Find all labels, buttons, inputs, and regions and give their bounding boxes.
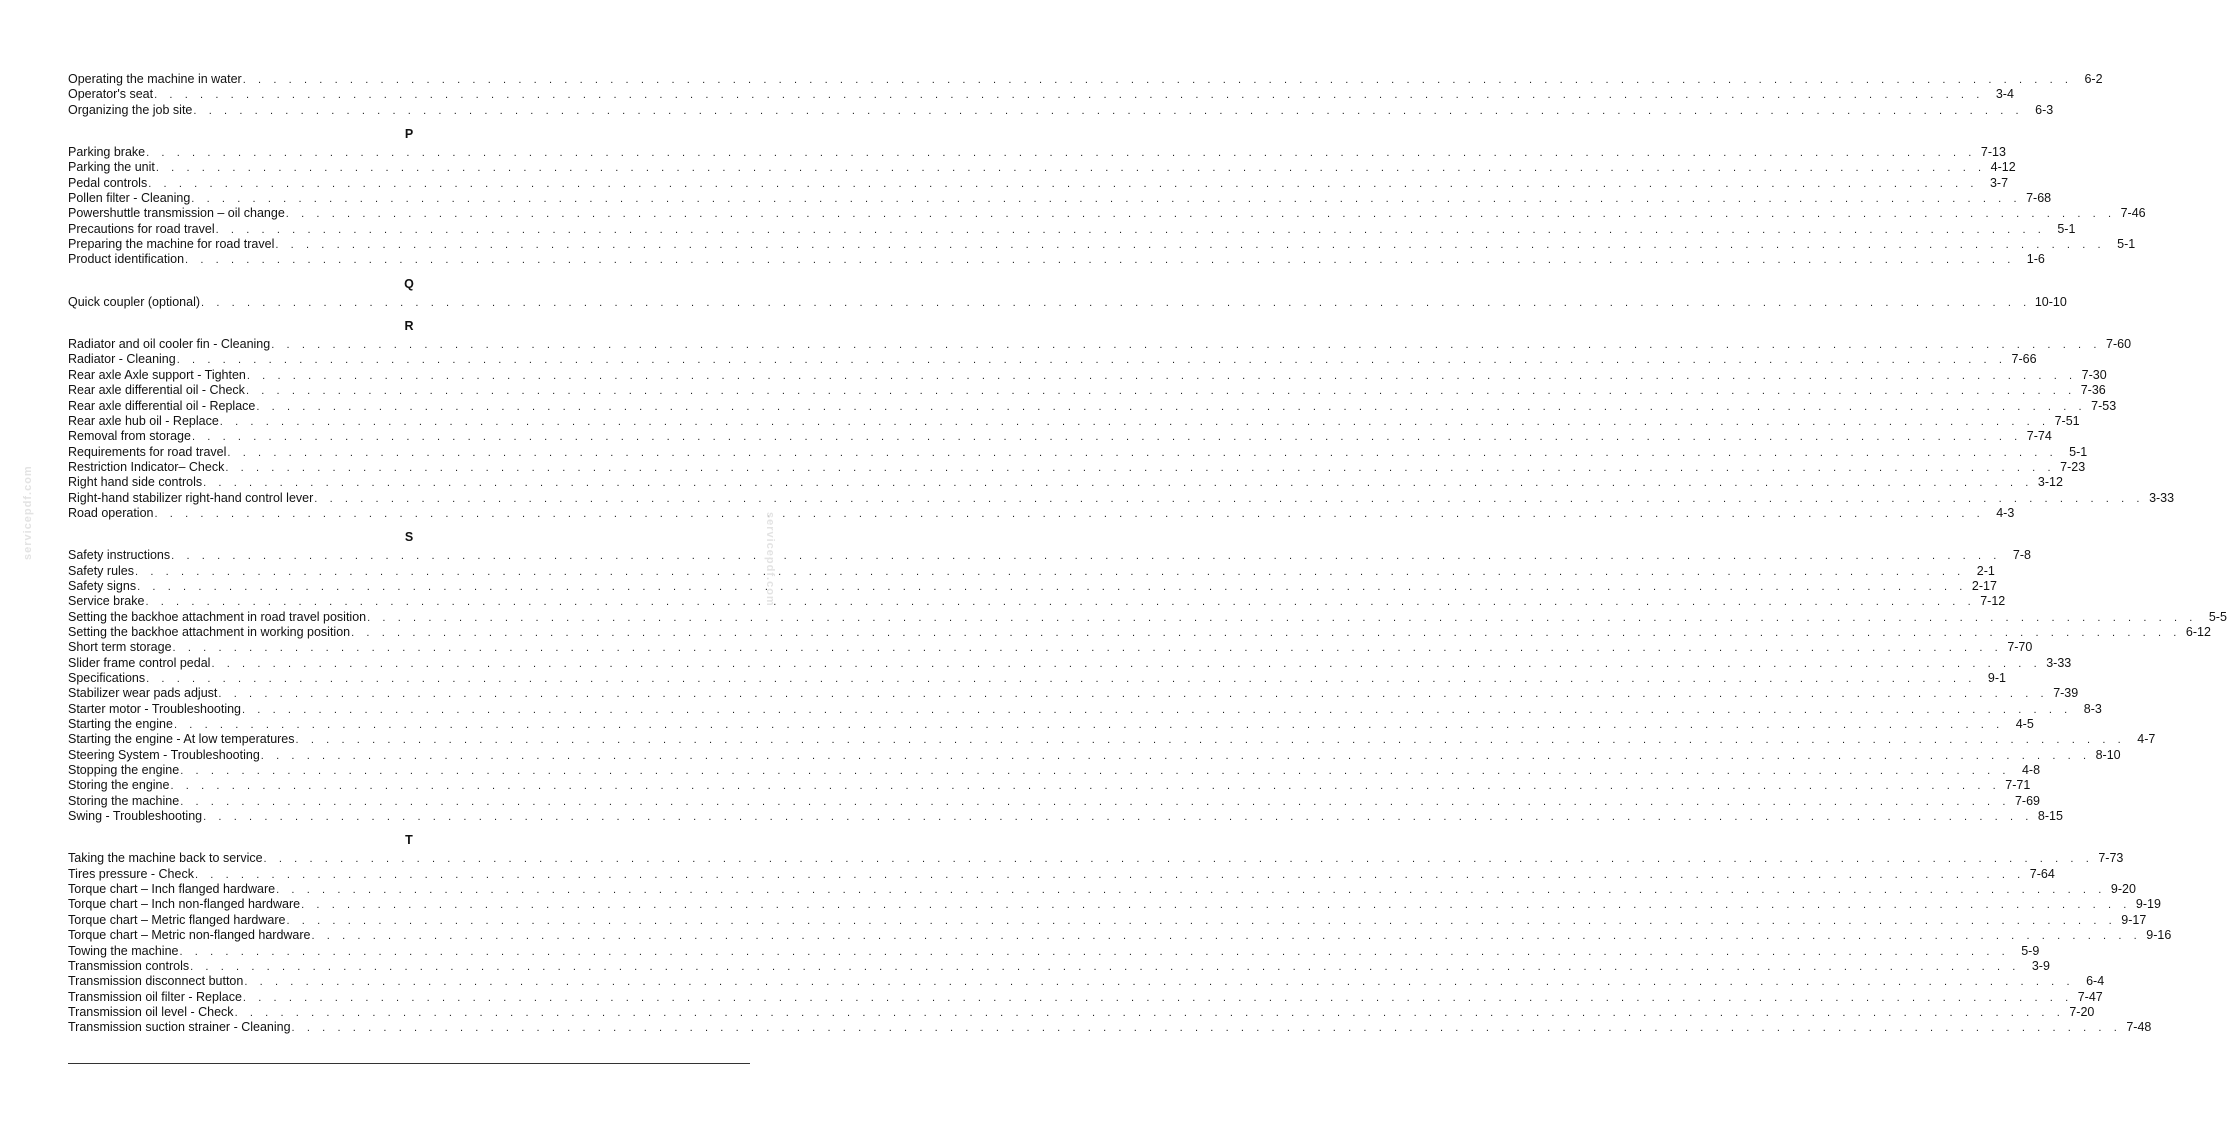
dot-leader: . . . . . . . . . . . . . . . . . . . . . . . . . . . . . . . . . . . . . . . . . . . . . . . . . . . . . . . . . . . . . . . . . . . . . . . . . . . . . . . . . . . . . . . . . . . . . . . . . . . . . . . . . . . . . . . . . . . . . . . .	[311, 930, 2142, 943]
entry-title: Steering System - Troubleshooting	[68, 747, 260, 762]
entry-page-number: 7-73	[2098, 851, 2124, 866]
index-group	[68, 126, 2146, 268]
entry-title: Quick coupler (optional)	[68, 294, 201, 309]
index-group	[68, 318, 2175, 521]
entry-title: Organizing the job site	[68, 102, 193, 117]
index-entry[interactable]	[68, 793, 2041, 809]
entry-title: Radiator and oil cooler fin - Cleaning	[68, 337, 271, 352]
entry-title: Removal from storage	[68, 429, 191, 444]
index-entry[interactable]	[68, 398, 2117, 414]
entry-title: Setting the backhoe attachment in road travel position	[68, 609, 367, 624]
entry-page-number: 9-17	[2121, 912, 2147, 927]
dot-leader: . . . . . . . . . . . . . . . . . . . . . . . . . . . . . . . . . . . . . . . . . . . . . . . . . . . . . . . . . . . . . . . . . . . . . . . . . . . . . . . . . . . . . . . . . . . . . . . . . . . . . . . . . . . . . . . . . . . . . . . .	[180, 765, 2011, 778]
entry-title: Stabilizer wear pads adjust	[68, 686, 218, 701]
entry-title: Storing the machine	[68, 793, 180, 808]
index-entry[interactable]	[68, 686, 2079, 701]
index-entry[interactable]	[68, 594, 2006, 609]
entry-page-number: 4-5	[2015, 717, 2034, 732]
entry-page-number: 6-4	[2086, 974, 2105, 989]
entry-title: Taking the machine back to service	[68, 851, 263, 866]
dot-leader: . . . . . . . . . . . . . . . . . . . . . . . . . . . . . . . . . . . . . . . . . . . . . . . . . . . . . . . . . . . . . . . . . . . . . . . . . . . . . . . . . . . . . . . . . . . . . . . . . . . . . . . . . . . . . . . . . . . . . . . .	[145, 596, 1976, 609]
index-entry[interactable]	[68, 655, 2072, 671]
index-entry[interactable]	[68, 252, 2045, 267]
entry-title: Stopping the engine	[68, 763, 180, 778]
entry-page-number: 4-3	[1996, 505, 2015, 520]
entry-page-number: 7-53	[2091, 398, 2117, 413]
entry-title: Setting the backhoe attachment in working position	[68, 624, 351, 639]
dot-leader: . . . . . . . . . . . . . . . . . . . . . . . . . . . . . . . . . . . . . . . . . . . . . . . . . . . . . . . . . . . . . . . . . . . . . . . . . . . . . . . . . . . . . . . . . . . . . . . . . . . . . . . . . . . . . . . . . . . . . . . .	[291, 1022, 2122, 1035]
entry-page-number: 7-20	[2069, 1004, 2095, 1019]
index-entry[interactable]	[68, 72, 2103, 87]
index-entry[interactable]	[68, 640, 2033, 655]
entry-title: Operating the machine in water	[68, 72, 242, 86]
dot-leader: . . . . . . . . . . . . . . . . . . . . . . . . . . . . . . . . . . . . . . . . . . . . . . . . . . . . . . . . . . . . . . . . . . . . . . . . . . . . . . . . . . . . . . . . . . . . . . . . . . . . . . . . . . . . . . . . . . . . . . . .	[242, 703, 2072, 716]
section-letter: P	[404, 127, 414, 142]
dot-leader: . . . . . . . . . . . . . . . . . . . . . . . . . . . . . . . . . . . . . . . . . . . . . . . . . . . . . . . . . . . . . . . . . . . . . . . . . . . . . . . . . . . . . . . . . . . . . . . . . . . . . . . . . . . . . . . . . . . . . . . .	[137, 580, 1967, 593]
entry-title: Requirements for road travel	[68, 444, 227, 459]
index-entry[interactable]	[68, 609, 2227, 625]
section-letter: R	[404, 319, 414, 334]
index-entry[interactable]	[68, 717, 2034, 732]
index-entry[interactable]	[68, 1020, 2152, 1035]
entry-title: Right-hand stabilizer right-hand control lever	[68, 490, 314, 505]
entry-title: Rear axle differential oil - Check	[68, 383, 245, 398]
dot-leader: . . . . . . . . . . . . . . . . . . . . . . . . . . . . . . . . . . . . . . . . . . . . . . . . . . . . . . . . . . . . . . . . . . . . . . . . . . . . . . . . . . . . . . . . . . . . . . . . . . . . . . . . . . . . . . . . . . . . . . . .	[170, 780, 2001, 793]
entry-title: Preparing the machine for road travel	[68, 237, 275, 252]
entry-title: Restriction Indicator– Check	[68, 459, 225, 474]
index-entry[interactable]	[68, 809, 2063, 824]
dot-leader: . . . . . . . . . . . . . . . . . . . . . . . . . . . . . . . . . . . . . . . . . . . . . . . . . . . . . . . . . . . . . . . . . . . . . . . . . . . . . . . . . . . . . . . . . . . . . . . . . . . . . . . . . . . . . . . . . . . . . . . .	[242, 74, 2073, 86]
dot-leader: . . . . . . . . . . . . . . . . . . . . . . . . . . . . . . . . . . . . . . . . . . . . . . . . . . . . . . . . . . . . . . . . . . . . . . . . . . . . . . . . . . . . . . . . . . . . . . . . . . . . . . . . . . . . . . . . . . . . . . . .	[154, 507, 1985, 520]
dot-leader: . . . . . . . . . . . . . . . . . . . . . . . . . . . . . . . . . . . . . . . . . . . . . . . . . . . . . . . . . . . . . . . . . . . . . . . . . . . . . . . . . . . . . . . . . . . . . . . . . . . . . . . . . . . . . . . . . . . . . . . .	[135, 565, 1965, 578]
dot-leader: . . . . . . . . . . . . . . . . . . . . . . . . . . . . . . . . . . . . . . . . . . . . . . . . . . . . . . . . . . . . . . . . . . . . . . . . . . . . . . . . . . . . . . . . . . . . . . . . . . . . . . . . . . . . . . . . . . . . . . . .	[234, 1006, 2065, 1019]
index-entry[interactable]	[68, 206, 2146, 221]
dot-leader: . . . . . . . . . . . . . . . . . . . . . . . . . . . . . . . . . . . . . . . . . . . . . . . . . . . . . . . . . . . . . . . . . . . . . . . . . . . . . . . . . . . . . . . . . . . . . . . . . . . . . . . . . . . . . . . . . . . . . . . .	[219, 415, 2050, 428]
index-entry[interactable]	[68, 383, 2106, 398]
entry-page-number: 7-51	[2054, 413, 2080, 428]
index-entry[interactable]	[68, 352, 2037, 367]
dot-leader: . . . . . . . . . . . . . . . . . . . . . . . . . . . . . . . . . . . . . . . . . . . . . . . . . . . . . . . . . . . . . . . . . . . . . . . . . . . . . . . . . . . . . . . . . . . . . . . . . . . . . . . . . . . . . . . . . . . . . . . .	[154, 89, 1984, 102]
dot-leader: . . . . . . . . . . . . . . . . . . . . . . . . . . . . . . . . . . . . . . . . . . . . . . . . . . . . . . . . . . . . . . . . . . . . . . . . . . . . . . . . . . . . . . . . . . . . . . . . . . . . . . . . . . . . . . . . . . . . . . . .	[191, 193, 2022, 206]
index-entry[interactable]	[68, 505, 2015, 521]
dot-leader: . . . . . . . . . . . . . . . . . . . . . . . . . . . . . . . . . . . . . . . . . . . . . . . . . . . . . . . . . . . . . . . . . . . . . . . . . . . . . . . . . . . . . . . . . . . . . . . . . . . . . . . . . . . . . . . . . . . . . . . .	[172, 642, 2003, 655]
entry-page-number: 7-66	[2011, 352, 2037, 367]
dot-leader: . . . . . . . . . . . . . . . . . . . . . . . . . . . . . . . . . . . . . . . . . . . . . . . . . . . . . . . . . . . . . . . . . . . . . . . . . . . . . . . . . . . . . . . . . . . . . . . . . . . . . . . . . . . . . . . . . . . . . . . .	[351, 626, 2181, 639]
index-group	[68, 72, 2103, 118]
entry-title: Radiator - Cleaning	[68, 352, 176, 367]
entry-page-number: 5-1	[2117, 237, 2136, 252]
entry-page-number: 5-1	[2057, 221, 2076, 236]
entry-title: Torque chart – Metric non-flanged hardware	[68, 928, 311, 943]
entry-page-number: 6-12	[2185, 624, 2211, 639]
dot-leader: . . . . . . . . . . . . . . . . . . . . . . . . . . . . . . . . . . . . . . . . . . . . . . . . . . . . . . . . . . . . . . . . . . . . . . . . . . . . . . . . . . . . . . . . . . . . . . . . . . . . . . . . . . . . . . . . . . . . . . . .	[271, 339, 2102, 352]
entry-page-number: 10-10	[2034, 294, 2067, 309]
section-letter: S	[404, 530, 414, 545]
entry-page-number: 4-7	[2137, 732, 2156, 747]
entry-page-number: 7-71	[2005, 778, 2031, 793]
entry-title: Torque chart – Inch flanged hardware	[68, 882, 276, 897]
entry-title: Safety instructions	[68, 548, 171, 563]
dot-leader: . . . . . . . . . . . . . . . . . . . . . . . . . . . . . . . . . . . . . . . . . . . . . . . . . . . . . . . . . . . . . . . . . . . . . . . . . . . . . . . . . . . . . . . . . . . . . . . . . . . . . . . . . . . . . . . . . . . . . . . .	[256, 400, 2087, 413]
index-entry[interactable]	[68, 475, 2063, 490]
entry-page-number: 9-1	[1987, 671, 2006, 685]
entry-page-number: 7-70	[2007, 640, 2033, 655]
entry-title: Specifications	[68, 671, 146, 685]
index-entry[interactable]	[68, 974, 2105, 989]
entry-title: Operator's seat	[68, 87, 154, 102]
entry-page-number: 2-1	[1976, 563, 1995, 578]
entry-page-number: 7-69	[2014, 793, 2041, 808]
entry-title: Rear axle Axle support - Tighten	[68, 367, 246, 382]
index-entry[interactable]	[68, 367, 2107, 383]
dot-leader: . . . . . . . . . . . . . . . . . . . . . . . . . . . . . . . . . . . . . . . . . . . . . . . . . . . . . . . . . . . . . . . . . . . . . . . . . . . . . . . . . . . . . . . . . . . . . . . . . . . . . . . . . . . . . . . . . . . . . . . .	[146, 673, 1976, 685]
index-entry[interactable]	[68, 882, 2136, 897]
section-letter: Q	[404, 276, 414, 291]
entry-page-number: 7-74	[2026, 429, 2052, 444]
dot-leader: . . . . . . . . . . . . . . . . . . . . . . . . . . . . . . . . . . . . . . . . . . . . . . . . . . . . . . . . . . . . . . . . . . . . . . . . . . . . . . . . . . . . . . . . . . . . . . . . . . . . . . . . . . . . . . . . . . . . . . . .	[203, 477, 2033, 490]
index-entry[interactable]	[68, 191, 2052, 206]
footer-rule	[68, 1063, 750, 1064]
entry-page-number: 6-3	[2035, 102, 2054, 117]
entry-title: Rear axle differential oil - Replace	[68, 398, 256, 413]
entry-title: Service brake	[68, 594, 145, 609]
entry-title: Starting the engine - At low temperatures	[68, 732, 295, 747]
index-group	[68, 832, 2172, 1035]
index-entry[interactable]	[68, 221, 2076, 237]
entry-title: Short term storage	[68, 640, 172, 655]
entry-page-number: 7-39	[2053, 686, 2079, 701]
index-entry[interactable]	[68, 578, 1997, 594]
index-entry[interactable]	[68, 928, 2172, 943]
entry-page-number: 3-4	[1995, 87, 2014, 102]
index-entry[interactable]	[68, 747, 2121, 763]
entry-page-number: 7-46	[2120, 206, 2146, 221]
entry-title: Starting the engine	[68, 717, 173, 732]
dot-leader: . . . . . . . . . . . . . . . . . . . . . . . . . . . . . . . . . . . . . . . . . . . . . . . . . . . . . . . . . . . . . . . . . . . . . . . . . . . . . . . . . . . . . . . . . . . . . . . . . . . . . . . . . . . . . . . . . . . . . . . .	[203, 811, 2033, 824]
dot-leader: . . . . . . . . . . . . . . . . . . . . . . . . . . . . . . . . . . . . . . . . . . . . . . . . . . . . . . . . . . . . . . . . . . . . . . . . . . . . . . . . . . . . . . . . . . . . . . . . . . . . . . . . . . . . . . . . . . . . . . . .	[225, 461, 2056, 474]
entry-title: Torque chart – Metric flanged hardware	[68, 912, 286, 927]
dot-leader: . . . . . . . . . . . . . . . . . . . . . . . . . . . . . . . . . . . . . . . . . . . . . . . . . . . . . . . . . . . . . . . . . . . . . . . . . . . . . . . . . . . . . . . . . . . . . . . . . . . . . . . . . . . . . . . . . . . . . . . .	[242, 991, 2073, 1004]
index-entry[interactable]	[68, 429, 2052, 444]
dot-leader: . . . . . . . . . . . . . . . . . . . . . . . . . . . . . . . . . . . . . . . . . . . . . . . . . . . . . . . . . . . . . . . . . . . . . . . . . . . . . . . . . . . . . . . . . . . . . . . . . . . . . . . . . . . . . . . . . . . . . . . .	[185, 254, 2015, 267]
entry-title: Starter motor - Troubleshooting	[68, 701, 241, 716]
entry-title: Transmission disconnect button	[68, 974, 244, 989]
entry-title: Transmission oil level - Check	[68, 1004, 234, 1019]
index-entry[interactable]	[68, 87, 2014, 102]
entry-page-number: 4-8	[2021, 763, 2041, 778]
index-entry[interactable]	[68, 337, 2132, 352]
index-group	[68, 276, 2067, 310]
entry-title: Transmission controls	[68, 958, 190, 973]
dot-leader: . . . . . . . . . . . . . . . . . . . . . . . . . . . . . . . . . . . . . . . . . . . . . . . . . . . . . . . . . . . . . . . . . . . . . . . . . . . . . . . . . . . . . . . . . . . . . . . . . . . . . . . . . . . . . . . . . . . . . . . .	[171, 550, 2001, 563]
entry-title: Safety signs	[68, 578, 137, 593]
entry-page-number: 8-3	[2083, 701, 2102, 716]
dot-leader: . . . . . . . . . . . . . . . . . . . . . . . . . . . . . . . . . . . . . . . . . . . . . . . . . . . . . . . . . . . . . . . . . . . . . . . . . . . . . . . . . . . . . . . . . . . . . . . . . . . . . . . . . . . . . . . . . . . . . . . .	[246, 369, 2077, 382]
index-entry[interactable]	[68, 294, 2067, 310]
dot-leader: . . . . . . . . . . . . . . . . . . . . . . . . . . . . . . . . . . . . . . . . . . . . . . . . . . . . . . . . . . . . . . . . . . . . . . . . . . . . . . . . . . . . . . . . . . . . . . . . . . . . . . . . . . . . . . . . . . . . . . . .	[227, 446, 2058, 459]
entry-page-number: 3-7	[1989, 175, 2009, 190]
entry-title: Torque chart – Inch non-flanged hardware	[68, 897, 301, 912]
entry-title: Rear axle hub oil - Replace	[68, 413, 219, 428]
entry-title: Parking brake	[68, 145, 146, 160]
dot-leader: . . . . . . . . . . . . . . . . . . . . . . . . . . . . . . . . . . . . . . . . . . . . . . . . . . . . . . . . . . . . . . . . . . . . . . . . . . . . . . . . . . . . . . . . . . . . . . . . . . . . . . . . . . . . . . . . . . . . . . . .	[155, 162, 1986, 175]
entry-title: Transmission suction strainer - Cleaning	[68, 1020, 291, 1035]
index-entry[interactable]	[68, 671, 2006, 686]
watermark-left: servicepdf.com	[22, 465, 34, 560]
entry-title: Road operation	[68, 505, 154, 520]
dot-leader: . . . . . . . . . . . . . . . . . . . . . . . . . . . . . . . . . . . . . . . . . . . . . . . . . . . . . . . . . . . . . . . . . . . . . . . . . . . . . . . . . . . . . . . . . . . . . . . . . . . . . . . . . . . . . . . . . . . . . . . .	[245, 385, 2076, 398]
index-entry[interactable]	[68, 175, 2009, 191]
entry-page-number: 7-36	[2080, 383, 2106, 398]
index-entry[interactable]	[68, 912, 2147, 928]
dot-leader: . . . . . . . . . . . . . . . . . . . . . . . . . . . . . . . . . . . . . . . . . . . . . . . . . . . . . . . . . . . . . . . . . . . . . . . . . . . . . . . . . . . . . . . . . . . . . . . . . . . . . . . . . . . . . . . . . . . . . . . .	[285, 208, 2116, 221]
index-entry[interactable]	[68, 145, 2006, 160]
entry-title: Transmission oil filter - Replace	[68, 989, 242, 1004]
dot-leader: . . . . . . . . . . . . . . . . . . . . . . . . . . . . . . . . . . . . . . . . . . . . . . . . . . . . . . . . . . . . . . . . . . . . . . . . . . . . . . . . . . . . . . . . . . . . . . . . . . . . . . . . . . . . . . . . . . . . . . . .	[263, 853, 2094, 866]
dot-leader: . . . . . . . . . . . . . . . . . . . . . . . . . . . . . . . . . . . . . . . . . . . . . . . . . . . . . . . . . . . . . . . . . . . . . . . . . . . . . . . . . . . . . . . . . . . . . . . . . . . . . . . . . . . . . . . . . . . . . . . .	[193, 104, 2024, 117]
dot-leader: . . . . . . . . . . . . . . . . . . . . . . . . . . . . . . . . . . . . . . . . . . . . . . . . . . . . . . . . . . . . . . . . . . . . . . . . . . . . . . . . . . . . . . . . . . . . . . . . . . . . . . . . . . . . . . . . . . . . . . . .	[176, 354, 2007, 367]
entry-page-number: 7-68	[2026, 191, 2052, 206]
section-letter: T	[405, 833, 413, 848]
dot-leader: . . . . . . . . . . . . . . . . . . . . . . . . . . . . . . . . . . . . . . . . . . . . . . . . . . . . . . . . . . . . . . . . . . . . . . . . . . . . . . . . . . . . . . . . . . . . . . . . . . . . . . . . . . . . . . . . . . . . . . . .	[146, 147, 1976, 160]
entry-title: Towing the machine	[68, 943, 179, 958]
dot-leader: . . . . . . . . . . . . . . . . . . . . . . . . . . . . . . . . . . . . . . . . . . . . . . . . . . . . . . . . . . . . . . . . . . . . . . . . . . . . . . . . . . . . . . . . . . . . . . . . . . . . . . . . . . . . . . . . . . . . . . . .	[179, 945, 2010, 958]
entry-page-number: 7-23	[2060, 459, 2086, 474]
index-entry[interactable]	[68, 490, 2175, 506]
entry-page-number: 9-19	[2135, 897, 2161, 912]
entry-page-number: 7-47	[2077, 989, 2103, 1004]
index-entry[interactable]	[68, 624, 2211, 640]
index-entry[interactable]	[68, 563, 1995, 579]
entry-title: Powershuttle transmission – oil change	[68, 206, 285, 221]
dot-leader: . . . . . . . . . . . . . . . . . . . . . . . . . . . . . . . . . . . . . . . . . . . . . . . . . . . . . . . . . . . . . . . . . . . . . . . . . . . . . . . . . . . . . . . . . . . . . . . . . . . . . . . . . . . . . . . . . . . . . . . .	[275, 239, 2106, 252]
entry-page-number: 1-6	[2026, 252, 2045, 267]
index-entry[interactable]	[68, 851, 2124, 866]
entry-page-number: 7-60	[2106, 337, 2132, 352]
dot-leader: . . . . . . . . . . . . . . . . . . . . . . . . . . . . . . . . . . . . . . . . . . . . . . . . . . . . . . . . . . . . . . . . . . . . . . . . . . . . . . . . . . . . . . . . . . . . . . . . . . . . . . . . . . . . . . . . . . . . . . . .	[215, 223, 2046, 236]
dot-leader: . . . . . . . . . . . . . . . . . . . . . . . . . . . . . . . . . . . . . . . . . . . . . . . . . . . . . . . . . . . . . . . . . . . . . . . . . . . . . . . . . . . . . . . . . . . . . . . . . . . . . . . . . . . . . . . . . . . . . . . .	[190, 960, 2020, 973]
entry-title: Tires pressure - Check	[68, 866, 194, 881]
dot-leader: . . . . . . . . . . . . . . . . . . . . . . . . . . . . . . . . . . . . . . . . . . . . . . . . . . . . . . . . . . . . . . . . . . . . . . . . . . . . . . . . . . . . . . . . . . . . . . . . . . . . . . . . . . . . . . . . . . . . . . . .	[194, 868, 2025, 881]
entry-title: Safety rules	[68, 563, 135, 578]
index-entry[interactable]	[68, 763, 2041, 778]
index-entry[interactable]	[68, 237, 2136, 252]
dot-leader: . . . . . . . . . . . . . . . . . . . . . . . . . . . . . . . . . . . . . . . . . . . . . . . . . . . . . . . . . . . . . . . . . . . . . . . . . . . . . . . . . . . . . . . . . . . . . . . . . . . . . . . . . . . . . . . . . . . . . . . .	[367, 611, 2197, 624]
entry-page-number: 7-30	[2081, 367, 2107, 382]
entry-page-number: 8-10	[2095, 747, 2121, 762]
entry-page-number: 7-48	[2126, 1020, 2152, 1035]
dot-leader: . . . . . . . . . . . . . . . . . . . . . . . . . . . . . . . . . . . . . . . . . . . . . . . . . . . . . . . . . . . . . . . . . . . . . . . . . . . . . . . . . . . . . . . . . . . . . . . . . . . . . . . . . . . . . . . . . . . . . . . .	[218, 688, 2049, 701]
entry-page-number: 3-9	[2031, 958, 2050, 973]
index-entry[interactable]	[68, 958, 2050, 974]
entry-page-number: 2-17	[1971, 578, 1997, 593]
index-entry[interactable]	[68, 989, 2103, 1005]
entry-page-number: 7-13	[1980, 145, 2006, 160]
dot-leader: . . . . . . . . . . . . . . . . . . . . . . . . . . . . . . . . . . . . . . . . . . . . . . . . . . . . . . . . . . . . . . . . . . . . . . . . . . . . . . . . . . . . . . . . . . . . . . . . . . . . . . . . . . . . . . . . . . . . . . . .	[314, 492, 2145, 505]
entry-title: Pedal controls	[68, 175, 148, 190]
index-entry[interactable]	[68, 548, 2031, 563]
dot-leader: . . . . . . . . . . . . . . . . . . . . . . . . . . . . . . . . . . . . . . . . . . . . . . . . . . . . . . . . . . . . . . . . . . . . . . . . . . . . . . . . . . . . . . . . . . . . . . . . . . . . . . . . . . . . . . . . . . . . . . . .	[173, 719, 2004, 732]
index-entry[interactable]	[68, 413, 2080, 429]
entry-page-number: 7-12	[1980, 594, 2006, 609]
entry-page-number: 5-9	[2021, 943, 2040, 958]
entry-page-number: 3-33	[2149, 490, 2175, 505]
dot-leader: . . . . . . . . . . . . . . . . . . . . . . . . . . . . . . . . . . . . . . . . . . . . . . . . . . . . . . . . . . . . . . . . . . . . . . . . . . . . . . . . . . . . . . . . . . . . . . . . . . . . . . . . . . . . . . . . . . . . . . . .	[286, 914, 2117, 927]
entry-title: Product identification	[68, 252, 185, 267]
index-entry[interactable]	[68, 778, 2031, 793]
entry-page-number: 3-12	[2037, 475, 2063, 490]
dot-leader: . . . . . . . . . . . . . . . . . . . . . . . . . . . . . . . . . . . . . . . . . . . . . . . . . . . . . . . . . . . . . . . . . . . . . . . . . . . . . . . . . . . . . . . . . . . . . . . . . . . . . . . . . . . . . . . . . . . . . . . .	[276, 884, 2106, 897]
entry-title: Precautions for road travel	[68, 221, 215, 236]
entry-page-number: 4-12	[1990, 160, 2016, 175]
entry-page-number: 6-2	[2084, 72, 2103, 86]
entry-title: Right hand side controls	[68, 475, 203, 490]
entry-page-number: 5-1	[2069, 444, 2088, 459]
dot-leader: . . . . . . . . . . . . . . . . . . . . . . . . . . . . . . . . . . . . . . . . . . . . . . . . . . . . . . . . . . . . . . . . . . . . . . . . . . . . . . . . . . . . . . . . . . . . . . . . . . . . . . . . . . . . . . . . . . . . . . . .	[244, 976, 2075, 989]
index-entry[interactable]	[68, 943, 2040, 959]
dot-leader: . . . . . . . . . . . . . . . . . . . . . . . . . . . . . . . . . . . . . . . . . . . . . . . . . . . . . . . . . . . . . . . . . . . . . . . . . . . . . . . . . . . . . . . . . . . . . . . . . . . . . . . . . . . . . . . . . . . . . . . .	[301, 899, 2131, 912]
entry-page-number: 3-33	[2046, 655, 2072, 670]
entry-page-number: 9-20	[2110, 882, 2136, 897]
entry-page-number: 5-5	[2208, 609, 2227, 624]
entry-page-number: 7-64	[2029, 866, 2055, 881]
entry-page-number: 8-15	[2037, 809, 2063, 824]
entry-page-number: 7-8	[2012, 548, 2031, 563]
watermark-right: servicepdf.com	[764, 512, 776, 607]
entry-page-number: 9-16	[2146, 928, 2172, 943]
index-entry[interactable]	[68, 897, 2161, 912]
dot-leader: . . . . . . . . . . . . . . . . . . . . . . . . . . . . . . . . . . . . . . . . . . . . . . . . . . . . . . . . . . . . . . . . . . . . . . . . . . . . . . . . . . . . . . . . . . . . . . . . . . . . . . . . . . . . . . . . . . . . . . . .	[295, 734, 2126, 747]
dot-leader: . . . . . . . . . . . . . . . . . . . . . . . . . . . . . . . . . . . . . . . . . . . . . . . . . . . . . . . . . . . . . . . . . . . . . . . . . . . . . . . . . . . . . . . . . . . . . . . . . . . . . . . . . . . . . . . . . . . . . . . .	[148, 177, 1979, 190]
index-entry[interactable]	[68, 732, 2156, 747]
index-entry[interactable]	[68, 1004, 2095, 1020]
index-entry[interactable]	[68, 102, 2054, 118]
entry-title: Parking the unit	[68, 160, 155, 175]
index-entry[interactable]	[68, 444, 2088, 460]
index-entry[interactable]	[68, 160, 2016, 175]
entry-title: Slider frame control pedal	[68, 655, 211, 670]
index-entry[interactable]	[68, 701, 2102, 717]
entry-title: Storing the engine	[68, 778, 170, 793]
dot-leader: . . . . . . . . . . . . . . . . . . . . . . . . . . . . . . . . . . . . . . . . . . . . . . . . . . . . . . . . . . . . . . . . . . . . . . . . . . . . . . . . . . . . . . . . . . . . . . . . . . . . . . . . . . . . . . . . . . . . . . . .	[201, 296, 2031, 309]
dot-leader: . . . . . . . . . . . . . . . . . . . . . . . . . . . . . . . . . . . . . . . . . . . . . . . . . . . . . . . . . . . . . . . . . . . . . . . . . . . . . . . . . . . . . . . . . . . . . . . . . . . . . . . . . . . . . . . . . . . . . . . .	[180, 795, 2011, 808]
index-entry[interactable]	[68, 866, 2055, 882]
entry-title: Pollen filter - Cleaning	[68, 191, 191, 206]
entry-title: Swing - Troubleshooting	[68, 809, 203, 824]
index-entry[interactable]	[68, 459, 2086, 475]
dot-leader: . . . . . . . . . . . . . . . . . . . . . . . . . . . . . . . . . . . . . . . . . . . . . . . . . . . . . . . . . . . . . . . . . . . . . . . . . . . . . . . . . . . . . . . . . . . . . . . . . . . . . . . . . . . . . . . . . . . . . . . .	[260, 749, 2091, 762]
dot-leader: . . . . . . . . . . . . . . . . . . . . . . . . . . . . . . . . . . . . . . . . . . . . . . . . . . . . . . . . . . . . . . . . . . . . . . . . . . . . . . . . . . . . . . . . . . . . . . . . . . . . . . . . . . . . . . . . . . . . . . . .	[211, 657, 2042, 670]
dot-leader: . . . . . . . . . . . . . . . . . . . . . . . . . . . . . . . . . . . . . . . . . . . . . . . . . . . . . . . . . . . . . . . . . . . . . . . . . . . . . . . . . . . . . . . . . . . . . . . . . . . . . . . . . . . . . . . . . . . . . . . .	[191, 431, 2022, 444]
